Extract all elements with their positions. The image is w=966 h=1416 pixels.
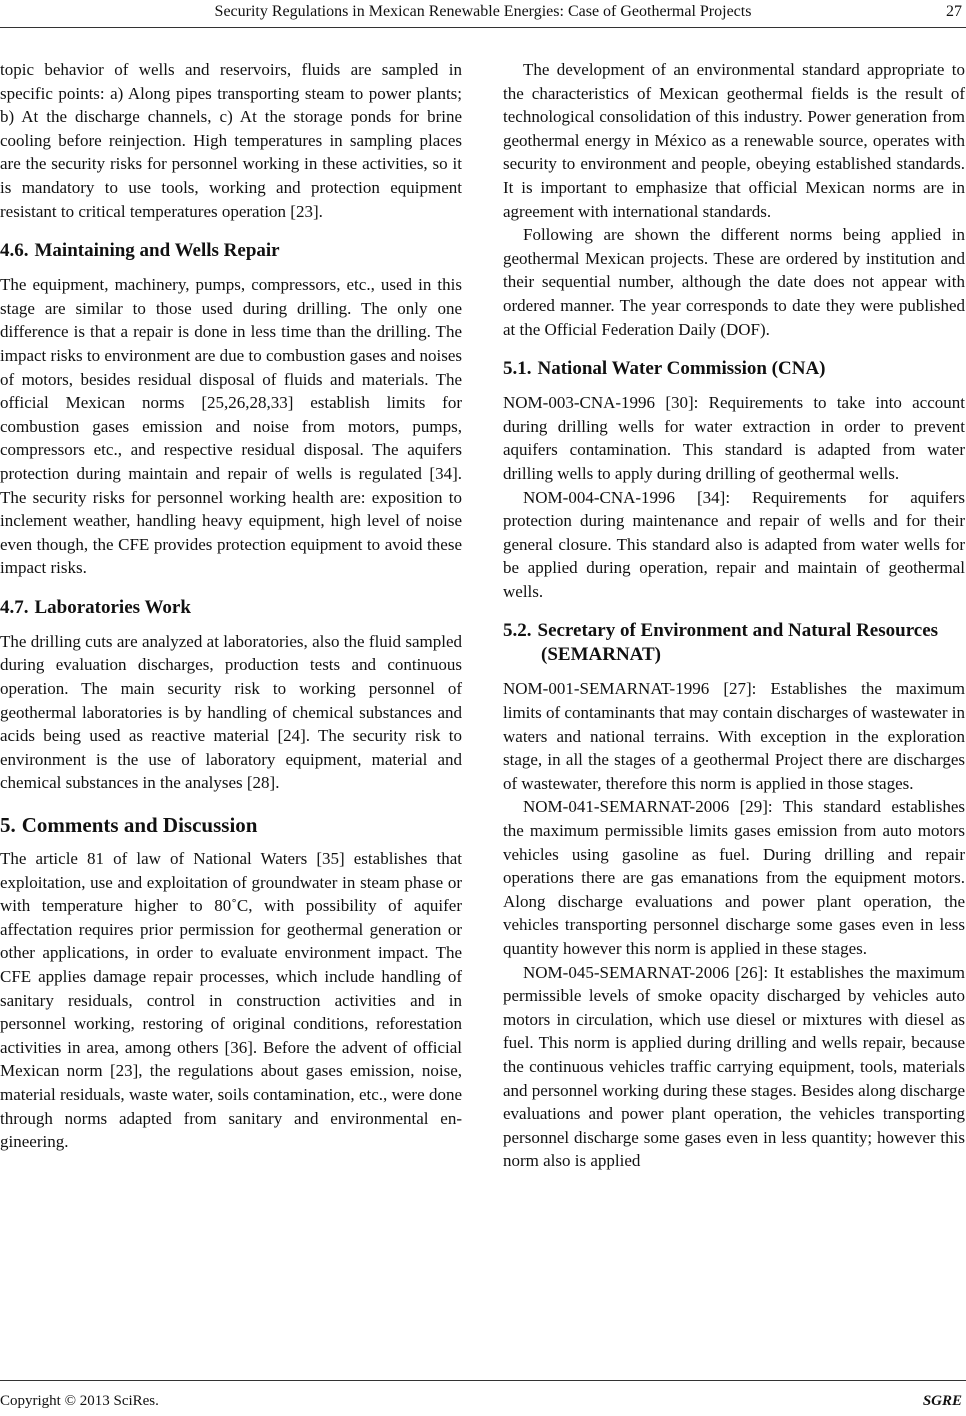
section-title: Laboratories Work	[34, 596, 191, 618]
section-heading-5-2	[503, 619, 965, 667]
section-number: 4.6.	[0, 240, 29, 262]
journal-abbreviation: SGRE	[922, 1393, 962, 1409]
section-heading-5-1	[503, 357, 965, 381]
section-title: Maintaining and Wells Repair	[34, 240, 280, 262]
page-footer	[0, 1380, 966, 1416]
section-title: Secretary of Environment and Natural Resources (SEMARNAT)	[537, 620, 939, 666]
paragraph: NOM-001-SEMARNAT-1996 [27]: Establishes the maximum limits of contaminants that may contain discharges of wastewater in waters and national terrains. With exception in the exploration stage, in all the stages of a geothermal Project there are discharges of wastewater, therefore this norm is applied in those stages.	[503, 679, 965, 793]
section-number: 4.7.	[0, 596, 29, 618]
paragraph: Following are shown the different norms being applied in geothermal Mexican projects. These are ordered by institution and their sequential number, although the date does not appear with ordered manner. The year corresponds to date they were published at the Official Federation Daily (DOF).	[503, 225, 965, 339]
paragraph: The drilling cuts are analyzed at laboratories, also the fluid sampled during evaluation discharges, production tests and continuous operation. The main security risk to working personnel of geothermal laboratories is by handling of chemical substances and acids being used as reactive material [24]. The security risk to environment is the use of laboratory equipment, material and chemical substances in the analyses [28].	[0, 631, 462, 793]
paragraph: The article 81 of law of National Waters [35] establishes that exploitation, use and exploitation of groundwater in steam phase or with temperature higher to 80˚C, with possibility of aquifer affectation requires prior permission for geothermal generation or other applications, in order to evaluate environment impact. The CFE applies damage repair processes, which include handling of sanitary residuals, control in construction activities and in personnel working, restoring of original conditions, reforestation activities in area, among others [36]. Before the advent of official Mexican norm [23], the regulations about gases emission, noise, material residuals, waste water, soils contamination, etc., were done through norms adapted from sanitary and environmental engineering.	[0, 849, 462, 1152]
paragraph: NOM-004-CNA-1996 [34]: Requirements for aquifers protection during maintenance and repair of wells and for their general closure. This standard also is adapted from water wells for be applied during operation, repair and maintain of geothermal wells.	[503, 487, 965, 601]
right-column	[503, 58, 965, 1173]
paragraph: The equipment, machinery, pumps, compressors, etc., used in this stage are similar to those used during drilling. The only one difference is that a repair is done in less time than the drilling. The impact risks to environment are due to combustion gases and noises of motors, besides residual disposal of fluids and materials. The official Mexican norms [25,26,28,33] establish limits for combustion gases emission and noise from motors, pumps, compressors etc., and respective residual disposal. The aquifers protection during maintain and repair of wells is regulated [34]. The security risks for personnel working health are: exposition to inclement weather, handling heavy equipment, high level of noise even though, the CFE provides protection equipment to avoid these impact risks.	[0, 275, 462, 578]
left-column	[0, 58, 462, 1154]
footer-rule	[0, 1380, 966, 1381]
paragraph: NOM-041-SEMARNAT-2006 [29]: This standard establishes the maximum permissible limits gases emission from auto motors vehicles using gasoline as fuel. During drilling and repair operations there are gas emanations from the equipment motors. Along discharge evaluations and power plant operation, the vehicles transporting personnel discharge some gases even in less quantity however this norm is applied in these stages.	[503, 797, 965, 958]
copyright-notice: Copyright © 2013 SciRes.	[0, 1393, 159, 1409]
paragraph-intro: topic behavior of wells and reservoirs, fluids are sampled in specific points: a) Along pipes transporting steam to power plants; b) At the discharge channels, c) At the storage ponds for brine cooling before reinjection. High temperatures in sampling places are the security risks for personnel working in these activities, so it is mandatory to use tools, working and protection equipment resistant to critical temperatures operation [23].	[0, 60, 462, 221]
paragraph: NOM-045-SEMARNAT-2006 [26]: It establishes the maximum permissible levels of smoke opacity discharged by vehicles auto motors in circulation, which use diesel or mixtures with diesel as fuel. This norm is applied during drilling and wells repair, because the continuous vehicles traffic carrying equipment, tools, materials and personnel working during these stages. Besides along discharge evaluations and power plant operation, the vehicles transporting personnel discharge some gases even in less quantity; however this norm also is applied	[503, 962, 965, 1171]
section-number: 5.1.	[503, 358, 532, 380]
paragraph: The development of an environmental standard appropriate to the characteristics of Mexican geothermal fields is the result of technological consolidation of this industry. Power generation from geothermal energy in México as a renewable source, operates with security to environment and people, obeying established standards. It is important to emphasize that official Mexican norms are in agreement with international standards.	[503, 60, 965, 221]
section-heading-4-6	[0, 239, 462, 263]
section-heading-4-7	[0, 596, 462, 620]
section-title: Comments and Discussion	[21, 813, 258, 838]
section-number: 5.	[0, 813, 16, 838]
header-rule	[0, 27, 966, 28]
section-title: National Water Commission (CNA)	[537, 358, 826, 380]
running-title: Security Regulations in Mexican Renewable Energies: Case of Geothermal Projects	[214, 3, 752, 20]
paragraph: NOM-003-CNA-1996 [30]: Requirements to take into account during drilling wells for water extraction in order to prevent aquifers contamination. This standard is adapted from water drilling wells to apply during drilling of geothermal wells.	[503, 393, 965, 483]
running-header	[0, 0, 966, 26]
page-number: 27	[946, 3, 962, 20]
section-number: 5.2.	[503, 620, 532, 642]
section-heading-5	[0, 813, 462, 837]
